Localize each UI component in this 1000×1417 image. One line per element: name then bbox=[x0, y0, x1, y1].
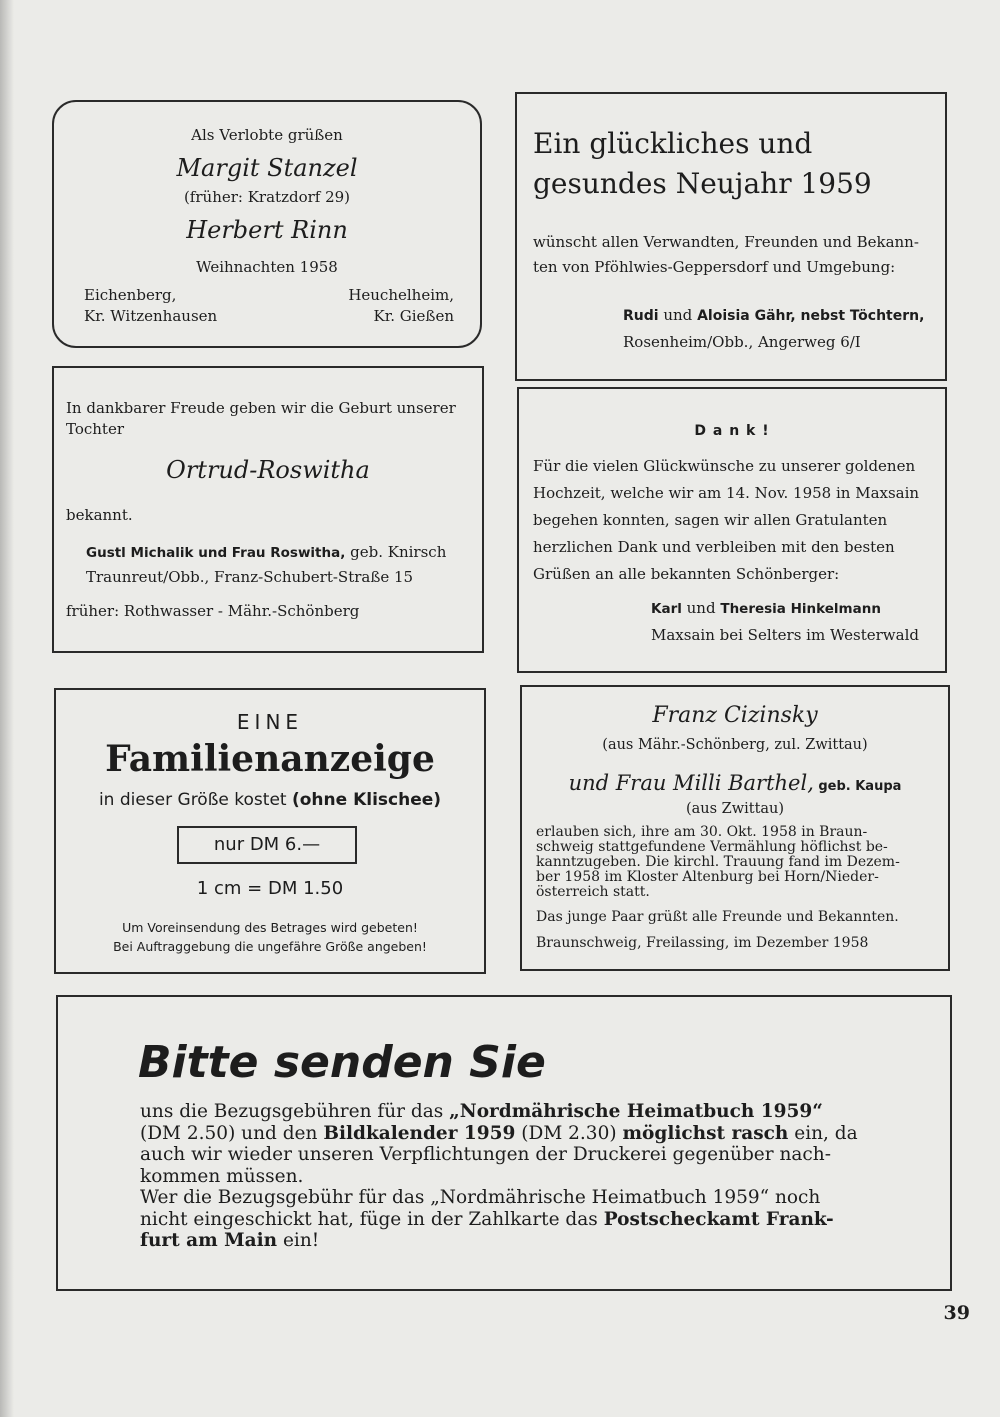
sender-first-name: Rudi bbox=[623, 308, 659, 324]
birth-intro-line-1: In dankbarer Freude geben wir die Geburt unserer bbox=[66, 399, 456, 417]
parents-address: Traunreut/Obb., Franz-Schubert-Straße 15 bbox=[86, 568, 414, 586]
wedding-line: schweig stattgefundene Vermählung höflichst be- bbox=[536, 839, 888, 855]
birth-announcement bbox=[52, 366, 484, 653]
thanks-line: Grüßen an alle bekannten Schönberger: bbox=[533, 565, 840, 583]
headline-line-1: Ein glückliches und bbox=[533, 127, 813, 160]
groom-origin: (aus Mähr.-Schönberg, zul. Zwittau) bbox=[602, 737, 868, 753]
wedding-line: kanntzugeben. Die kirchl. Trauung fand im Dezem- bbox=[536, 854, 900, 870]
bride-origin: (aus Zwittau) bbox=[685, 801, 785, 817]
payment-line-6 bbox=[140, 1209, 920, 1231]
payment-line-1 bbox=[140, 1101, 920, 1123]
new-year-sender bbox=[623, 302, 924, 355]
ad-title: Familienanzeige bbox=[105, 738, 435, 780]
payment-line-3: auch wir wieder unseren Verpflichtungen der Druckerei gegenüber nach- bbox=[140, 1144, 831, 1165]
sender-rest: Aloisia Gähr, nebst Töchtern, bbox=[697, 308, 925, 324]
thanks-line: Hochzeit, welche wir am 14. Nov. 1958 in Maxsain bbox=[533, 484, 920, 502]
birth-closing: bekannt. bbox=[66, 506, 133, 524]
thanks-sender-address: Maxsain bei Selters im Westerwald bbox=[651, 626, 919, 644]
ad-note-1: Um Voreinsendung des Betrages wird gebeten! bbox=[122, 920, 418, 935]
thanks-line: begehen konnten, sagen wir allen Gratulanten bbox=[533, 511, 888, 529]
parents-maiden-name: geb. Knirsch bbox=[350, 543, 447, 561]
book-title: „Nordmährische Heimatbuch 1959“ bbox=[449, 1101, 823, 1122]
wedding-body bbox=[536, 825, 942, 900]
payment-text: ein! bbox=[282, 1230, 320, 1251]
postal-office-city: furt am Main bbox=[140, 1230, 278, 1251]
headline-line-2: gesundes Neujahr 1959 bbox=[533, 167, 872, 200]
birth-intro bbox=[66, 398, 456, 440]
postal-office: Postscheckamt Frank- bbox=[603, 1208, 834, 1230]
parents-block bbox=[86, 540, 446, 589]
groom-district: Kr. Gießen bbox=[373, 307, 454, 325]
groom-place: Heuchelheim, bbox=[348, 286, 454, 304]
wedding-line: ber 1958 im Kloster Altenburg bei Horn/Nieder- bbox=[536, 869, 879, 885]
bride-line bbox=[522, 771, 948, 795]
payment-request bbox=[56, 995, 952, 1291]
child-name: Ortrud-Roswitha bbox=[166, 456, 370, 484]
groom-address bbox=[348, 285, 454, 327]
engagement-intro: Als Verlobte grüßen bbox=[191, 126, 343, 144]
thanks-sender-and: und bbox=[686, 599, 716, 617]
bride-origin: (früher: Kratzdorf 29) bbox=[183, 188, 351, 206]
ad-price-per-cm: 1 cm = DM 1.50 bbox=[196, 878, 344, 899]
payment-line-5: Wer die Bezugsgebühr für das „Nordmährische Heimatbuch 1959“ noch bbox=[140, 1187, 821, 1208]
body-line-1: wünscht allen Verwandten, Freunden und Bekann- bbox=[533, 233, 919, 251]
new-year-greeting bbox=[515, 92, 947, 381]
groom-name: Herbert Rinn bbox=[186, 216, 348, 244]
ad-price-box: nur DM 6.— bbox=[177, 826, 357, 864]
wedding-announcement bbox=[520, 685, 950, 971]
wedding-line: erlauben sich, ihre am 30. Okt. 1958 in Braun- bbox=[536, 824, 868, 840]
birth-intro-line-2: Tochter bbox=[66, 420, 125, 438]
bride-maiden-name: geb. Kaupa bbox=[818, 779, 902, 794]
calendar-price: (DM 2.30) bbox=[521, 1122, 617, 1144]
ad-price-notice bbox=[54, 688, 486, 974]
thanks-body bbox=[533, 453, 937, 588]
payment-line-7 bbox=[140, 1230, 920, 1252]
engagement-date: Weihnachten 1958 bbox=[196, 258, 338, 276]
payment-text: ein, da bbox=[794, 1122, 858, 1144]
ad-eine: EINE bbox=[236, 710, 304, 734]
payment-text: uns die Bezugsgebühren für das bbox=[140, 1101, 444, 1122]
thanks-line: Für die vielen Glückwünsche zu unserer goldenen bbox=[533, 457, 916, 475]
urgency-text: möglichst rasch bbox=[622, 1122, 789, 1144]
thanks-sender-rest: Theresia Hinkelmann bbox=[720, 601, 881, 617]
new-year-headline bbox=[533, 124, 872, 204]
payment-line-2 bbox=[140, 1123, 920, 1145]
wedding-line: österreich statt. bbox=[536, 884, 650, 900]
body-line-2: ten von Pföhlwies-Geppersdorf und Umgebung: bbox=[533, 258, 896, 276]
ad-price-line bbox=[56, 790, 484, 810]
payment-text: (DM 2.50) und den bbox=[140, 1122, 318, 1144]
new-year-body bbox=[533, 230, 919, 280]
payment-line-4: kommen müssen. bbox=[140, 1165, 304, 1187]
thanks-title: D a n k ! bbox=[694, 423, 770, 439]
thanks-sender-first: Karl bbox=[651, 601, 682, 617]
sender-and: und bbox=[663, 306, 693, 324]
bride-address bbox=[84, 285, 217, 327]
bride-district: Kr. Witzenhausen bbox=[84, 307, 218, 325]
engagement-announcement bbox=[52, 100, 482, 348]
page-gutter-shadow bbox=[0, 0, 14, 1417]
wedding-greeting: Das junge Paar grüßt alle Freunde und Bekannten. bbox=[536, 909, 899, 925]
sender-address: Rosenheim/Obb., Angerweg 6/I bbox=[623, 333, 861, 351]
ad-notes bbox=[56, 918, 484, 956]
bride-name: und Frau Milli Barthel, bbox=[568, 771, 814, 795]
ad-note-2: Bei Auftraggebung die ungefähre Größe angeben! bbox=[113, 939, 427, 954]
thanks-line: herzlichen Dank und verbleiben mit den besten bbox=[533, 538, 895, 556]
parents-names: Gustl Michalik und Frau Roswitha, bbox=[86, 545, 346, 561]
payment-title: Bitte senden Sie bbox=[138, 1037, 546, 1088]
groom-name: Franz Cizinsky bbox=[652, 703, 818, 728]
thanks-sender bbox=[651, 595, 919, 648]
ad-price-note: (ohne Klischee) bbox=[291, 790, 442, 810]
payment-text: nicht eingeschickt hat, füge in der Zahlkarte das bbox=[140, 1208, 598, 1230]
page-number: 39 bbox=[943, 1302, 970, 1324]
ad-price-intro: in dieser Größe kostet bbox=[98, 790, 287, 810]
calendar-title: Bildkalender 1959 bbox=[323, 1122, 516, 1144]
payment-body bbox=[140, 1101, 920, 1252]
thanks-notice bbox=[517, 387, 947, 673]
bride-place: Eichenberg, bbox=[84, 286, 177, 304]
parents-former-address: früher: Rothwasser - Mähr.-Schönberg bbox=[66, 602, 360, 620]
wedding-place-date: Braunschweig, Freilassing, im Dezember 1958 bbox=[536, 935, 869, 951]
bride-name: Margit Stanzel bbox=[176, 154, 358, 182]
